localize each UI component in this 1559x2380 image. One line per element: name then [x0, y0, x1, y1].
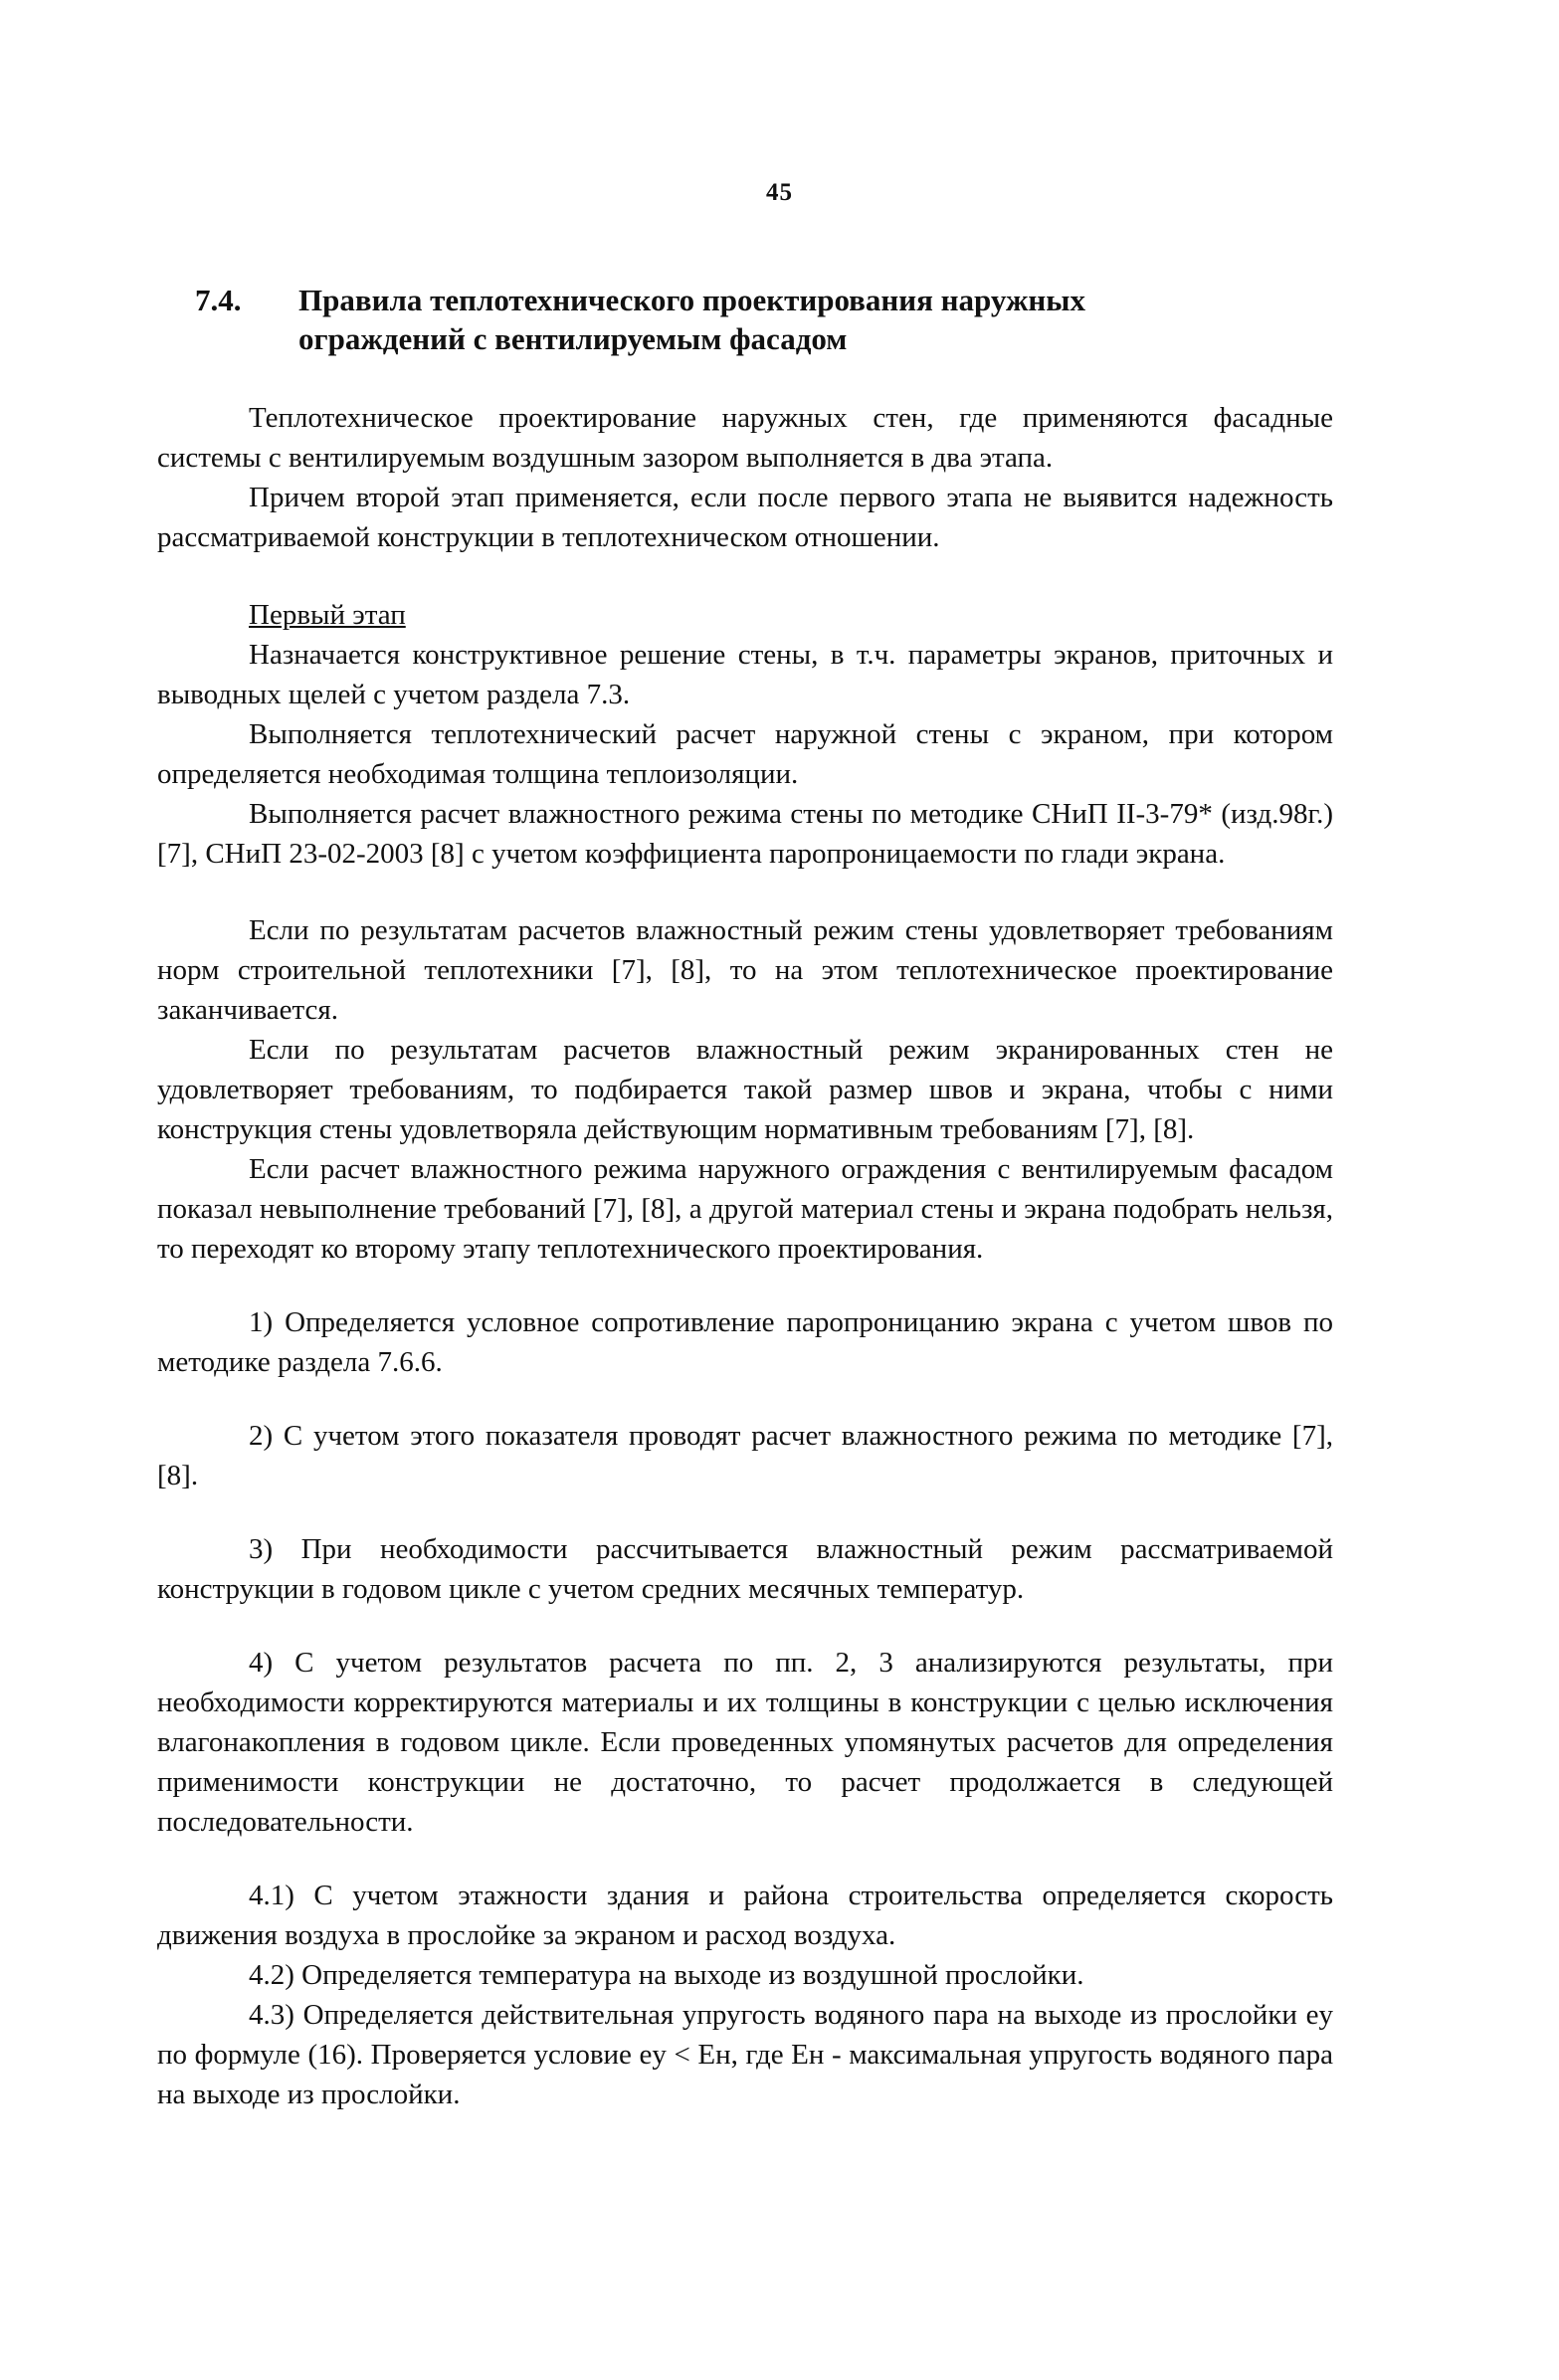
substep-4-1: 4.1) С учетом этажности здания и района строительства определяется скорость движения воздуха в прослойке за экраном и расход воздуха. [157, 1880, 1333, 1951]
step-3: 3) При необходимости рассчитывается влажностный режим рассматриваемой конструкции в годовом цикле с учетом средних месячных температур. [157, 1533, 1333, 1605]
page-number: 45 [766, 179, 793, 206]
section-number: 7.4. [195, 283, 242, 317]
section-title: Правила теплотехнического проектирования наружных ограждений с вентилируемым фасадом [298, 283, 1085, 356]
step-1: 1) Определяется условное сопротивление паропроницанию экрана с учетом швов по методике раздела 7.6.6. [157, 1306, 1333, 1378]
section-heading [157, 281, 1333, 358]
result-paragraph-2: Если по результатам расчетов влажностный режим экранированных стен не удовлетворяет требованиям, то подбирается такой размер швов и экрана, чтобы с ними конструкция стены удовлетворяла действующим нормативным требованиям [7], [8]. [157, 1034, 1333, 1145]
step-2: 2) С учетом этого показателя проводят расчет влажностного режима по методике [7], [8]. [157, 1420, 1333, 1491]
page-content [157, 281, 1333, 2114]
step-4: 4) С учетом результатов расчета по пп. 2, 3 анализируются результаты, при необходимости корректируются материалы и их толщины в конструкции с целью исключения влагонакопления в годовом цикле. Если проведенных упомянутых расчетов для определения применимости конструкции не достаточно, то расчет продолжается в следующей последовательности. [157, 1647, 1333, 1838]
first-stage-paragraph-1: Назначается конструктивное решение стены, в т.ч. параметры экранов, приточных и выводных щелей с учетом раздела 7.3. [157, 639, 1333, 710]
intro-paragraph-1: Теплотехническое проектирование наружных стен, где применяются фасадные системы с вентилируемым воздушным зазором выполняется в два этапа. [157, 402, 1333, 474]
substep-4-3: 4.3) Определяется действительная упругость водяного пара на выходе из прослойки eу по формуле (16). Проверяется условие eу < Eн, где Eн - максимальная упругость водяного пара на выходе из прослойки. [157, 1999, 1333, 2110]
substep-4-2: 4.2) Определяется температура на выходе из воздушной прослойки. [249, 1959, 1084, 1991]
intro-paragraph-2: Причем второй этап применяется, если после первого этапа не выявится надежность рассматриваемой конструкции в теплотехническом отношении. [157, 482, 1333, 553]
result-paragraph-1: Если по результатам расчетов влажностный режим стены удовлетворяет требованиям норм строительной теплотехники [7], [8], то на этом теплотехническое проектирование заканчивается. [157, 914, 1333, 1026]
first-stage-paragraph-2: Выполняется теплотехнический расчет наружной стены с экраном, при котором определяется необходимая толщина теплоизоляции. [157, 718, 1333, 790]
first-stage-heading: Первый этап [249, 599, 406, 631]
result-paragraph-3: Если расчет влажностного режима наружного ограждения с вентилируемым фасадом показал невыполнение требований [7], [8], а другой материал стены и экрана подобрать нельзя, то переходят ко второму этапу теплотехнического проектирования. [157, 1153, 1333, 1265]
first-stage-paragraph-3: Выполняется расчет влажностного режима стены по методике СНиП II-3-79* (изд.98г.) [7], СНиП 23-02-2003 [8] с учетом коэффициента паропроницаемости по глади экрана. [157, 798, 1333, 870]
